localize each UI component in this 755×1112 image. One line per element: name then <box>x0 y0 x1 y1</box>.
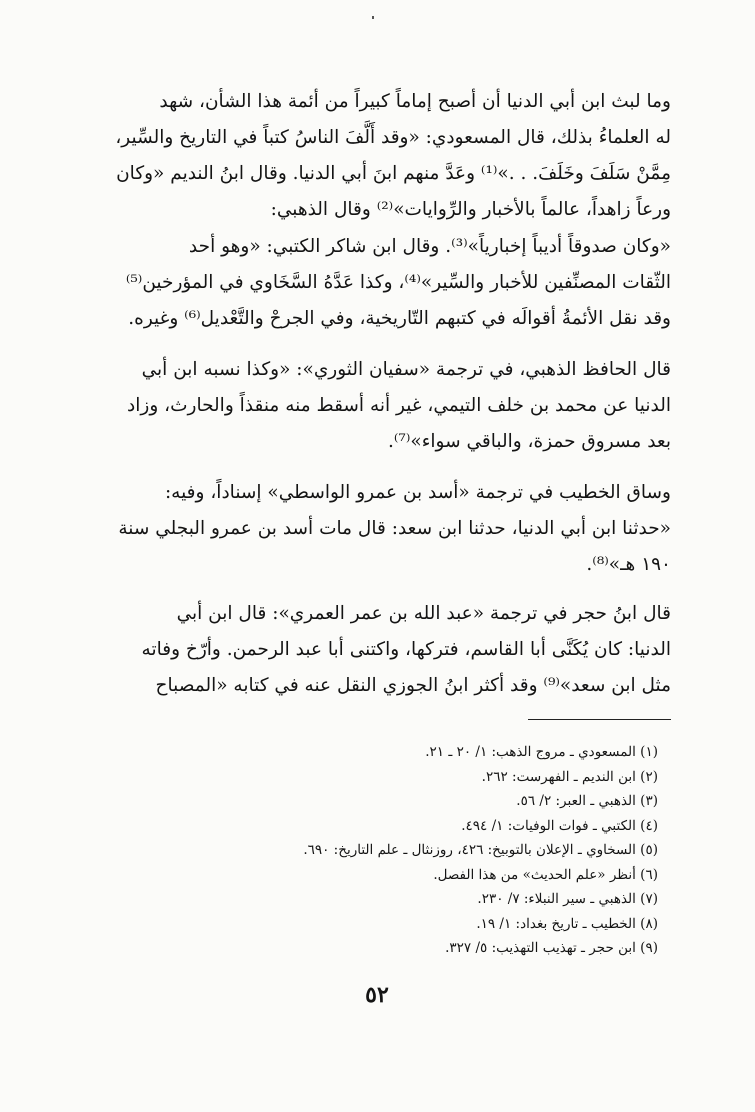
text-line: له العلماءُ بذلك، قال المسعودي: «وقد أَلَّفَ الناسُ كتباً في التاريخ والسِّير، <box>115 127 671 148</box>
text-line: ورعاً زاهداً، عالماً بالأخبار والرِّوايات»⁽²⁾ وقال الذهبي: <box>270 199 671 220</box>
paragraph-2 <box>81 229 671 337</box>
text-line: ١٩٠ هـ»⁽⁸⁾. <box>586 554 671 575</box>
footnote: (٢) ابن النديم ـ الفهرست: ٢٦٢. <box>481 768 658 785</box>
text-line: «حدثنا ابن أبي الدنيا، حدثنا ابن سعد: قال مات أسد بن عمرو البجلي سنة <box>118 518 671 539</box>
text-line: وما لبث ابن أبي الدنيا أن أصبح إماماً كبيراً من أئمة هذا الشأن، شهد <box>159 91 671 112</box>
text-line: وقد نقل الأئمةُ أقوالَه في كتبهم التّاريخية، وفي الجرحْ والتَّعْديل⁽⁶⁾ وغيره. <box>128 308 671 329</box>
footnote: (٤) الكتبي ـ فوات الوفيات: ١/ ٤٩٤. <box>461 817 658 834</box>
paragraph-4 <box>81 475 671 583</box>
footnote: (٨) الخطيب ـ تاريخ بغداد: ١/ ١٩. <box>476 915 658 932</box>
footnote: (٦) أنظر «علم الحديث» من هذا الفصل. <box>433 866 658 883</box>
text-line: «وكان صدوقاً أديباً إخبارياً»⁽³⁾. وقال ابن شاكر الكتبي: «وهو أحد <box>188 236 671 257</box>
paragraph-1 <box>81 84 671 228</box>
footnote-separator <box>528 719 671 720</box>
text-line: الثّقات المصنِّفين للأخبار والسِّير»⁽⁴⁾، وكذا عَدَّهُ السَّخَاوي في المؤرخين⁽⁵⁾ <box>125 272 671 293</box>
footnote: (٩) ابن حجر ـ تهذيب التهذيب: ٥/ ٣٢٧. <box>445 940 658 956</box>
footnotes <box>98 740 658 961</box>
text-line: الدنيا: كان يُكَنَّى أبا القاسم، فتركها، واكتنى أبا عبد الرحمن. وأرّخ وفاته <box>141 639 671 660</box>
text-line: مِمَّنْ سَلَفَ وخَلَفَ. . .»⁽¹⁾ وعَدَّ منهم ابنَ أبي الدنيا. وقال ابنُ النديم «وكان <box>116 163 671 184</box>
footnote: (٥) السخاوي ـ الإعلان بالتوبيخ: ٤٢٦، روزنثال ـ علم التاريخ: ٦٩٠. <box>303 842 658 858</box>
text-line: وساق الخطيب في ترجمة «أسد بن عمرو الواسطي» إسناداً، وفيه: <box>164 482 671 503</box>
text-line: مثل ابن سعد»⁽⁹⁾ وقد أكثر ابنُ الجوزي النقل عنه في كتابه «المصباح <box>155 675 671 696</box>
page-number: ٥٢ <box>365 982 389 1008</box>
text-line: الدنيا عن محمد بن خلف التيمي، غير أنه أسقط منه منقذاً والحارث، وزاد <box>127 395 671 416</box>
footnote: (٣) الذهبي ـ العبر: ٢/ ٥٦. <box>516 793 658 809</box>
text-line: قال ابنُ حجر في ترجمة «عبد الله بن عمر العمري»: قال ابن أبي <box>176 603 671 624</box>
text-line: قال الحافظ الذهبي، في ترجمة «سفيان الثوري»: «وكذا نسبه ابن أبي <box>141 359 671 380</box>
text-line: بعد مسروق حمزة، والباقي سواء»⁽⁷⁾. <box>387 431 671 452</box>
top-mark <box>372 16 374 19</box>
footnote: (١) المسعودي ـ مروج الذهب: ١/ ٢٠ ـ ٢١. <box>425 744 658 760</box>
paragraph-5 <box>81 596 671 704</box>
paragraph-3 <box>81 352 671 460</box>
footnote: (٧) الذهبي ـ سير النبلاء: ٧/ ٢٣٠. <box>477 891 658 907</box>
